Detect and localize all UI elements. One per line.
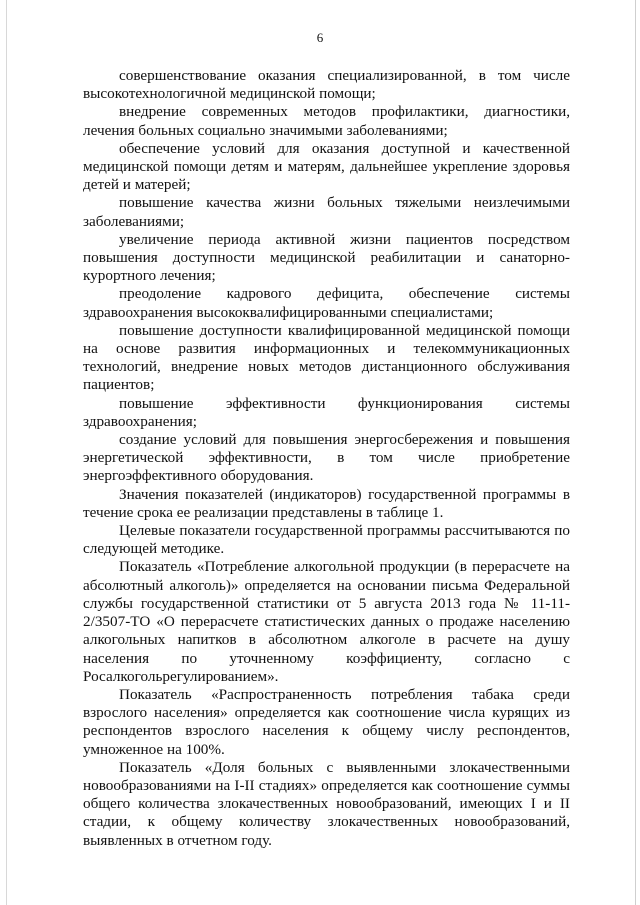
paragraph: Показатель «Доля больных с выявленными злокачественными новообразованиями на I-II стадиях» определяется как соотношение суммы общего количества злокачественных новообразований, имеющих I и II стадии, к общему количеству злокачественных новообразований, выявленных в отчетном году. (83, 758, 570, 849)
scan-edge-left (6, 0, 7, 905)
paragraph: повышение качества жизни больных тяжелыми неизлечимыми заболеваниями; (83, 194, 570, 230)
paragraph: совершенствование оказания специализированной, в том числе высокотехнологичной медицинской помощи; (83, 67, 570, 103)
paragraph: увеличение периода активной жизни пациентов посредством повышения доступности медицинской реабилитации и санаторно-курортного лечения; (83, 230, 570, 285)
paragraph: создание условий для повышения энергосбережения и повышения энергетической эффективности, в том числе приобретение энергоэффективного оборудования. (83, 431, 570, 485)
paragraph: Значения показателей (индикаторов) государственной программы в течение срока ее реализации представлены в таблице 1. (83, 485, 570, 521)
paragraph: преодоление кадрового дефицита, обеспечение системы здравоохранения высококвалифицированными специалистами; (83, 285, 570, 321)
paragraph: повышение доступности квалифицированной медицинской помощи на основе развития информационных и телекоммуникационных технологий, внедрение новых методов дистанционного обслуживания пациентов; (83, 321, 570, 394)
paragraph: Показатель «Потребление алкогольной продукции (в перерасчете на абсолютный алкоголь)» определяется на основании письма Федеральной службы государственной статистики от 5 августа 2013 года № 11-11-2/3507-ТО «О перерасчете статистических данных о продаже населению алкогольных напитков в абсолютном алкоголе в расчете на душу населения по уточненному коэффициенту, согласно с Росалкогольрегулированием». (83, 558, 570, 685)
paragraph: внедрение современных методов профилактики, диагностики, лечения больных социально значимыми заболеваниями; (83, 103, 570, 139)
paragraph: повышение эффективности функционирования системы здравоохранения; (83, 394, 570, 430)
paragraph: Показатель «Распространенность потребления табака среди взрослого населения» определяется как соотношение числа курящих из респондентов взрослого населения к общему числу респондентов, умноженное на 100%. (83, 685, 570, 758)
paragraph: обеспечение условий для оказания доступной и качественной медицинской помощи детям и матерям, дальнейшее укрепление здоровья детей и матерей; (83, 139, 570, 194)
body-text (83, 67, 570, 850)
paragraph: Целевые показатели государственной программы рассчитываются по следующей методике. (83, 522, 570, 558)
scan-edge-right (635, 0, 636, 905)
page-number: 6 (316, 30, 324, 45)
